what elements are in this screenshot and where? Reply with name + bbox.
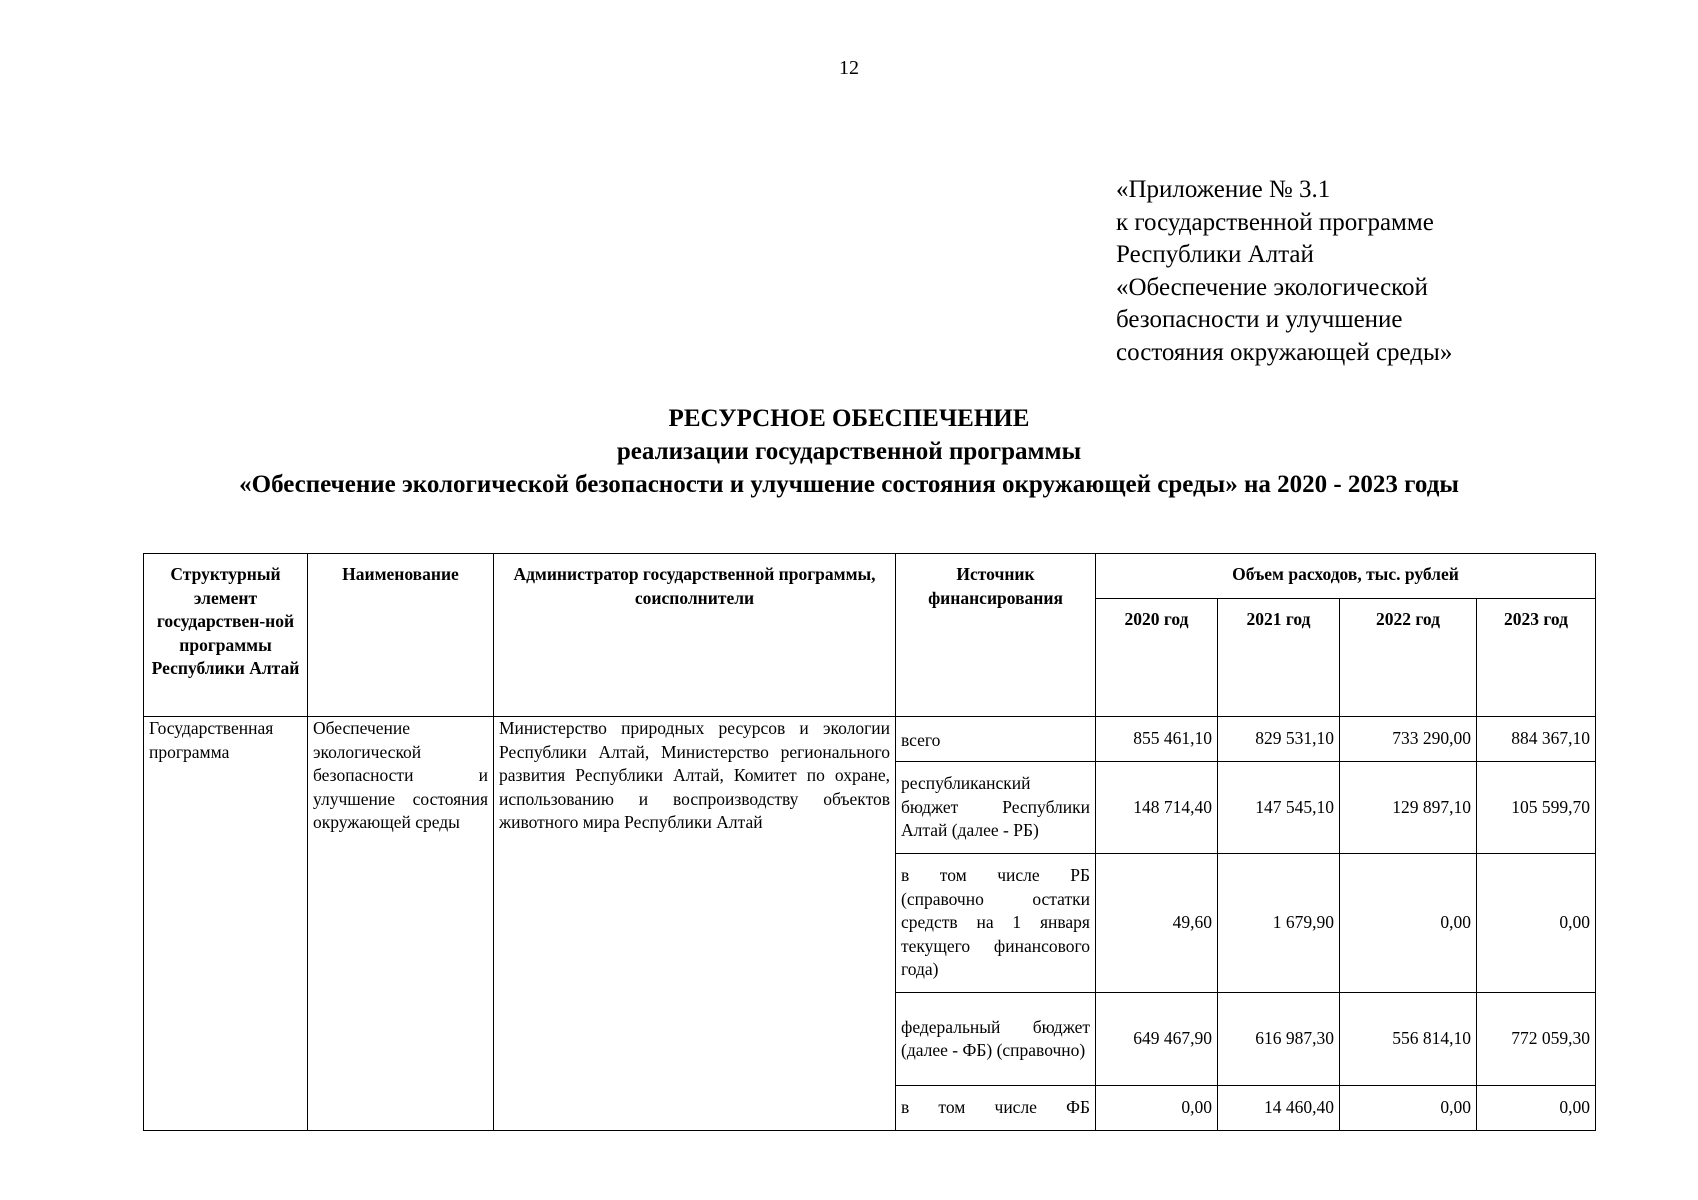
value-cell: 129 897,10 <box>1340 762 1477 854</box>
header-name: Наименование <box>308 554 494 717</box>
header-source: Источник финансирования <box>896 554 1096 717</box>
appendix-line: безопасности и улучшение <box>1116 306 1403 333</box>
value-cell: 0,00 <box>1477 1086 1596 1131</box>
value-cell: 148 714,40 <box>1096 762 1218 854</box>
title-line-2: реализации государственной программы <box>616 438 1082 465</box>
source-cell: республиканский бюджет Республики Алтай (далее - РБ) <box>896 762 1096 854</box>
name-cell: Обеспечение экологической безопасности и улучшение состояния окружающей среды <box>308 717 494 1131</box>
value-cell: 616 987,30 <box>1218 993 1340 1086</box>
value-cell: 733 290,00 <box>1340 717 1477 762</box>
document-title <box>0 402 1698 501</box>
table-row <box>144 717 1596 762</box>
header-year-2020: 2020 год <box>1096 599 1218 717</box>
value-cell: 49,60 <box>1096 854 1218 993</box>
value-cell: 0,00 <box>1096 1086 1218 1131</box>
value-cell: 556 814,10 <box>1340 993 1477 1086</box>
header-year-2023: 2023 год <box>1477 599 1596 717</box>
admin-cell: Министерство природных ресурсов и экологии Республики Алтай, Министерство регионального развития Республики Алтай, Комитет по охране, использованию и воспроизводству объектов животного мира Республики Алтай <box>494 717 896 1131</box>
header-year-2022: 2022 год <box>1340 599 1477 717</box>
element-cell: Государственная программа <box>144 717 308 1131</box>
appendix-line: «Приложение № 3.1 <box>1116 176 1331 203</box>
value-cell: 0,00 <box>1340 1086 1477 1131</box>
source-cell: в том числе ФБ <box>896 1086 1096 1131</box>
source-cell: в том числе РБ (справочно остатки средств на 1 января текущего финансового года) <box>896 854 1096 993</box>
value-cell: 14 460,40 <box>1218 1086 1340 1131</box>
title-line-3: «Обеспечение экологической безопасности и улучшение состояния окружающей среды» на 2020 - 2023 годы <box>239 471 1459 498</box>
title-line-1: РЕСУРСНОЕ ОБЕСПЕЧЕНИЕ <box>668 405 1030 432</box>
value-cell: 105 599,70 <box>1477 762 1596 854</box>
value-cell: 884 367,10 <box>1477 717 1596 762</box>
value-cell: 0,00 <box>1477 854 1596 993</box>
value-cell: 147 545,10 <box>1218 762 1340 854</box>
header-volume: Объем расходов, тыс. рублей <box>1096 554 1596 599</box>
header-element: Структурный элемент государствен-ной программы Республики Алтай <box>144 554 308 717</box>
appendix-line: состояния окружающей среды» <box>1116 338 1453 366</box>
header-year-2021: 2021 год <box>1218 599 1340 717</box>
page-number: 12 <box>839 57 859 79</box>
value-cell: 649 467,90 <box>1096 993 1218 1086</box>
appendix-line: «Обеспечение экологической <box>1116 273 1428 301</box>
source-cell: всего <box>896 717 1096 762</box>
source-cell: федеральный бюджет (далее - ФБ) (справочно) <box>896 993 1096 1086</box>
value-cell: 829 531,10 <box>1218 717 1340 762</box>
header-admin: Администратор государственной программы, соисполнители <box>494 554 896 717</box>
appendix-note <box>1116 174 1452 369</box>
value-cell: 0,00 <box>1340 854 1477 993</box>
value-cell: 855 461,10 <box>1096 717 1218 762</box>
appendix-line: к государственной программе <box>1116 208 1434 236</box>
value-cell: 772 059,30 <box>1477 993 1596 1086</box>
resources-table <box>143 553 1596 1131</box>
appendix-line: Республики Алтай <box>1116 241 1314 268</box>
value-cell: 1 679,90 <box>1218 854 1340 993</box>
